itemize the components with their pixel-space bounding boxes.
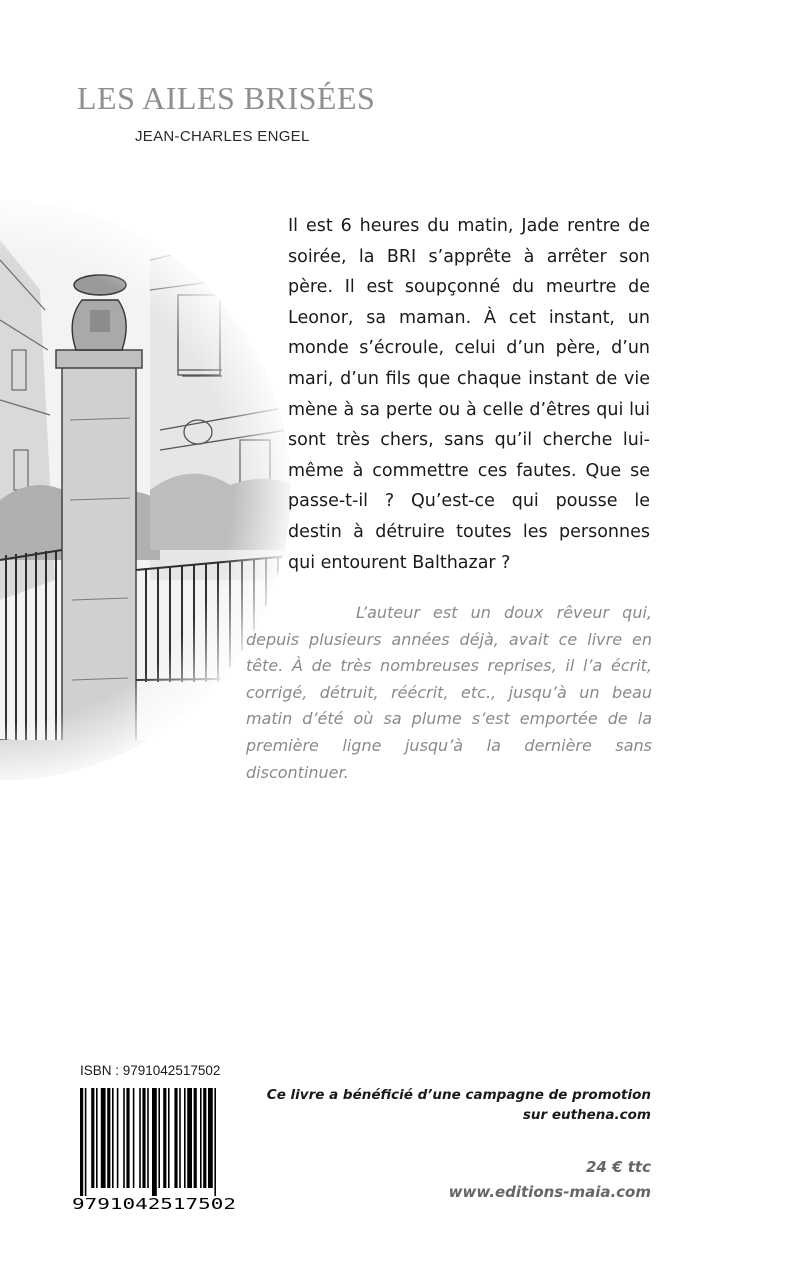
publisher-website: www.editions-maia.com (448, 1183, 651, 1201)
promo-line-1: Ce livre a bénéficié d’une campagne de promotion (266, 1087, 651, 1103)
book-title: LES AILES BRISÉES (77, 80, 376, 116)
barcode-digits: 9791042517502 (72, 1195, 236, 1212)
isbn-label: ISBN : 9791042517502 (80, 1063, 221, 1078)
author-bio-text: L’auteur est un doux rêveur qui, depuis plusieurs années déjà, avait ce livre en tête. À de très nombreuses reprises, il l’a écrit, corrigé, détruit, réécrit, etc., jusqu’à un beau matin d’été où sa plume s’est emportée de la première ligne jusqu’à la dernière sans discontinuer. (246, 603, 652, 782)
promo-text (267, 1085, 651, 1125)
barcode-icon (68, 1084, 240, 1212)
synopsis-text: Il est 6 heures du matin, Jade rentre de soirée, la BRI s’apprête à arrêter son père. Il est soupçonné du meurtre de Leonor, sa maman. À cet instant, un monde s’écroule, celui d’un père, d’un mari, d’un fils que chaque instant de vie mène à sa perte ou à celle d’êtres qui lui sont très chers, sans qu’il cherche lui-même à commettre ces fautes. Que se passe-t-il ? Qu’est-ce qui pousse le destin à détruire toutes les personnes qui entourent Balthazar ? (288, 216, 650, 573)
author-name: JEAN-CHARLES ENGEL (135, 128, 310, 145)
price-label: 24 € ttc (586, 1158, 651, 1176)
promo-line-2: sur euthena.com (522, 1107, 651, 1123)
